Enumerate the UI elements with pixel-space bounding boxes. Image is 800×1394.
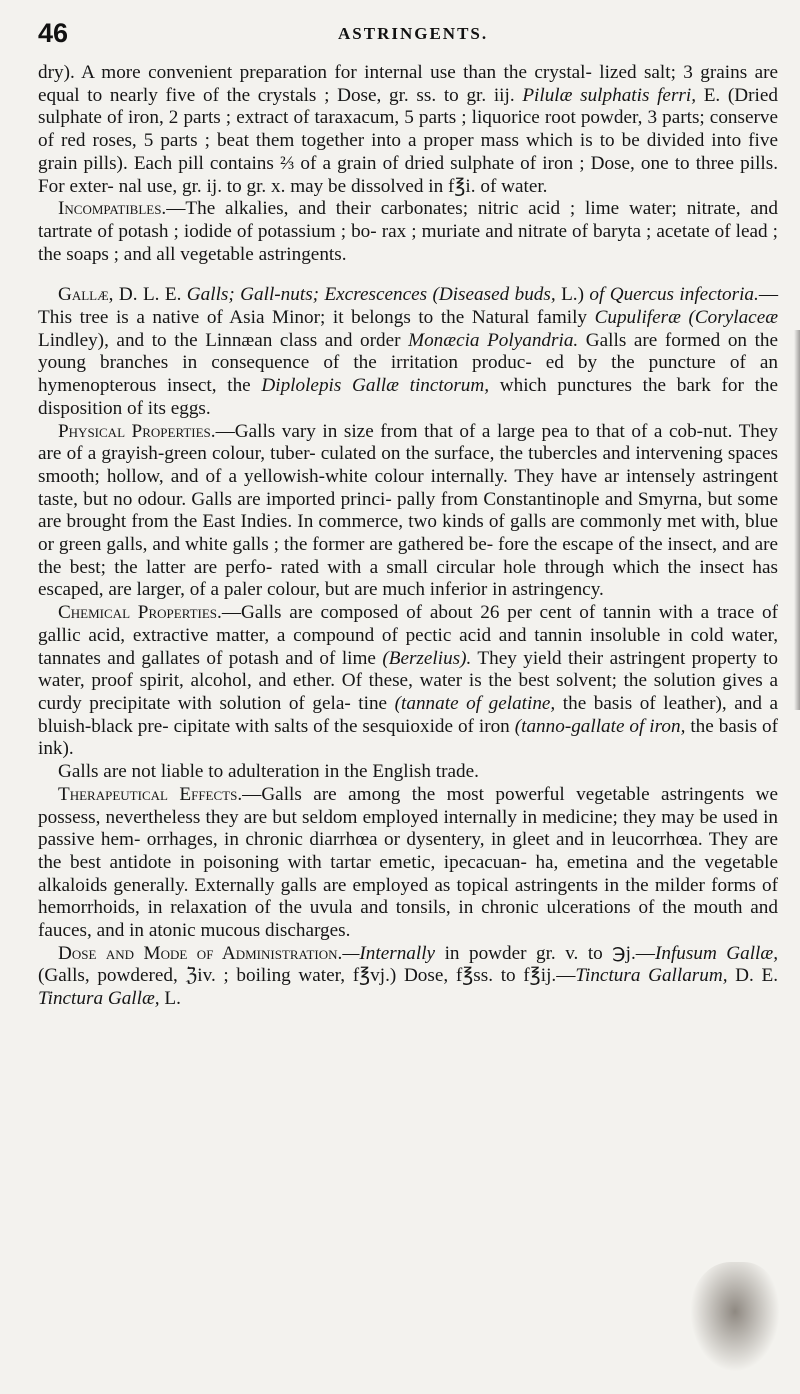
page-edge-shadow (794, 330, 800, 710)
preparation-name: Pilulæ sulphatis ferri, (522, 84, 697, 106)
section-heading: Dose and Mode of Administration. (58, 942, 343, 964)
preparation-name: Tinctura Gallæ, (38, 988, 160, 1010)
compound-name: (tannate of gelatine, (394, 692, 556, 714)
page-number: 46 (38, 18, 69, 48)
author-name: (Berzelius). (382, 647, 472, 669)
ink-stain (690, 1262, 780, 1372)
paragraph-sulphate-iron (38, 62, 778, 198)
text: D. L. E. (118, 284, 182, 306)
running-head: ASTRINGENTS. (338, 24, 489, 43)
family-name: Cupuliferæ (594, 307, 681, 329)
paragraph-chemical (38, 602, 778, 761)
entry-heading: Gallæ, (58, 284, 114, 306)
paragraph-gallae (38, 284, 778, 420)
paragraph-adulteration (38, 761, 778, 784)
page-header (38, 18, 780, 58)
family-name: (Corylaceæ (688, 307, 779, 329)
text: Galls are formed on the young branches in consequence of the irritation produc- ed by the puncture of an hymenopterous insect, the (38, 329, 779, 397)
emphasis: —Internally (342, 942, 436, 964)
section-heading: Chemical Properties. (58, 602, 222, 624)
text: D. E. (735, 965, 778, 987)
text: Galls are not liable to adulteration in the English trade. (58, 761, 479, 783)
text: the basis of leather), and a bluish-black pre- cipitate with salts of the sesquioxide of iron (38, 692, 778, 737)
text: —Galls are among the most powerful vegetable astringents we possess, nevertheless they are but seldom employed internally in medicine; they may be used in passive hem- orrhages, in chronic diarrhœa or dysentery, in gleet and in leucorrhœa. They are the best antidote in poisoning with tartar emetic, ipecacuan- ha, emetina and the vegetable alkaloids generally. Externally galls are employed as topical astringents in the milder forms of hemorrhoids, in relaxation of the uvula and tonsils, in chronic ulcerations of the mouth and fauces, and in atonic mucous discharges. (38, 783, 778, 942)
text: (Galls, powdered, ℨiv. ; boiling water, f℥vj.) Dose, f℥ss. to f℥ij.— (38, 965, 576, 987)
text: They yield their astringent property to water, proof spirit, alcohol, and ether. Of these, water is the best solvent; the solution gives a curdy precipitate with solution of gela- tine (38, 647, 779, 714)
text: L.) (561, 284, 584, 306)
body-text (38, 62, 778, 1011)
preparation-name: Infusum Gallæ, (654, 942, 778, 964)
text: which punctures the bark for the disposition of its eggs. (38, 375, 779, 419)
insect-name: Diplolepis Gallæ tinctorum, (261, 375, 490, 397)
text: —This tree is a native of Asia Minor; it belongs to the Natural family (38, 284, 779, 329)
source: of Quercus infectoria. (589, 284, 759, 306)
paragraph-therapeutical (38, 784, 778, 943)
text: Lindley), and to the Linnæan class and order (38, 329, 401, 351)
text: the basis of ink). (38, 715, 778, 760)
text: —Galls are composed of about 26 per cent of tannin with a trace of gallic acid, extractive matter, a compound of pectic acid and tannin insoluble in cold water, tannates and gallates of potash and of lime (38, 602, 778, 669)
paragraph-incompatibles (38, 198, 778, 266)
text: in powder gr. v. to ℈j.— (444, 942, 655, 964)
paragraph-dose (38, 943, 778, 1011)
paragraph-physical (38, 421, 778, 603)
compound-name: (tanno-gallate of iron, (514, 715, 686, 737)
section-heading: Physical Properties. (58, 420, 216, 442)
text: dry). A more convenient preparation for internal use than the crystal- lized salt; 3 grains are equal to nearly five of the crystals ; Dose, gr. ss. to gr. iij. (38, 62, 778, 106)
text: E. (Dried sulphate of iron, 2 parts ; extract of taraxacum, 5 parts ; liquorice root powder, 3 parts; conserve of red roses, 5 parts ; beat them together into a proper mass which is to be divided into five grain pills). Each pill contains ⅔ of a grain of dried sulphate of iron ; Dose, one to three pills. For exter- nal use, gr. ij. to gr. x. may be dissolved in f℥i. of water. (38, 84, 778, 197)
text: L. (164, 988, 181, 1010)
section-heading: Therapeutical Effects. (58, 783, 243, 805)
text: —Galls vary in size from that of a large pea to that of a cob-nut. They are of a grayish-green colour, tuber- culated on the surface, the tubercles and intervening spaces smooth; hollow, and of a yellowish-white colour internally. They have ar intensely astringent taste, but no odour. Galls are imported princi- pally from Constantinople and Smyrna, but some are brought from the East Indies. In commerce, two kinds of galls are commonly met with, blue or green galls, and white galls ; the former are gathered be- fore the escape of the insect, and are the best; the latter are perfo- rated with a small circular hole through which the insect has escaped, are larger, of a paler colour, but are much inferior in astringency. (38, 420, 778, 601)
section-heading: Incompatibles. (58, 198, 167, 220)
class-name: Monæcia Polyandria. (408, 329, 579, 351)
synonyms: Galls; Gall-nuts; Excrescences (Diseased buds, (186, 284, 556, 306)
preparation-name: Tinctura Gallarum, (575, 965, 728, 987)
text: —The alkalies, and their carbonates; nitric acid ; lime water; nitrate, and tartrate of potash ; iodide of potassium ; bo- rax ; muriate and nitrate of baryta ; acetate of lead ; the soaps ; and all vegetable astringents. (38, 198, 778, 265)
